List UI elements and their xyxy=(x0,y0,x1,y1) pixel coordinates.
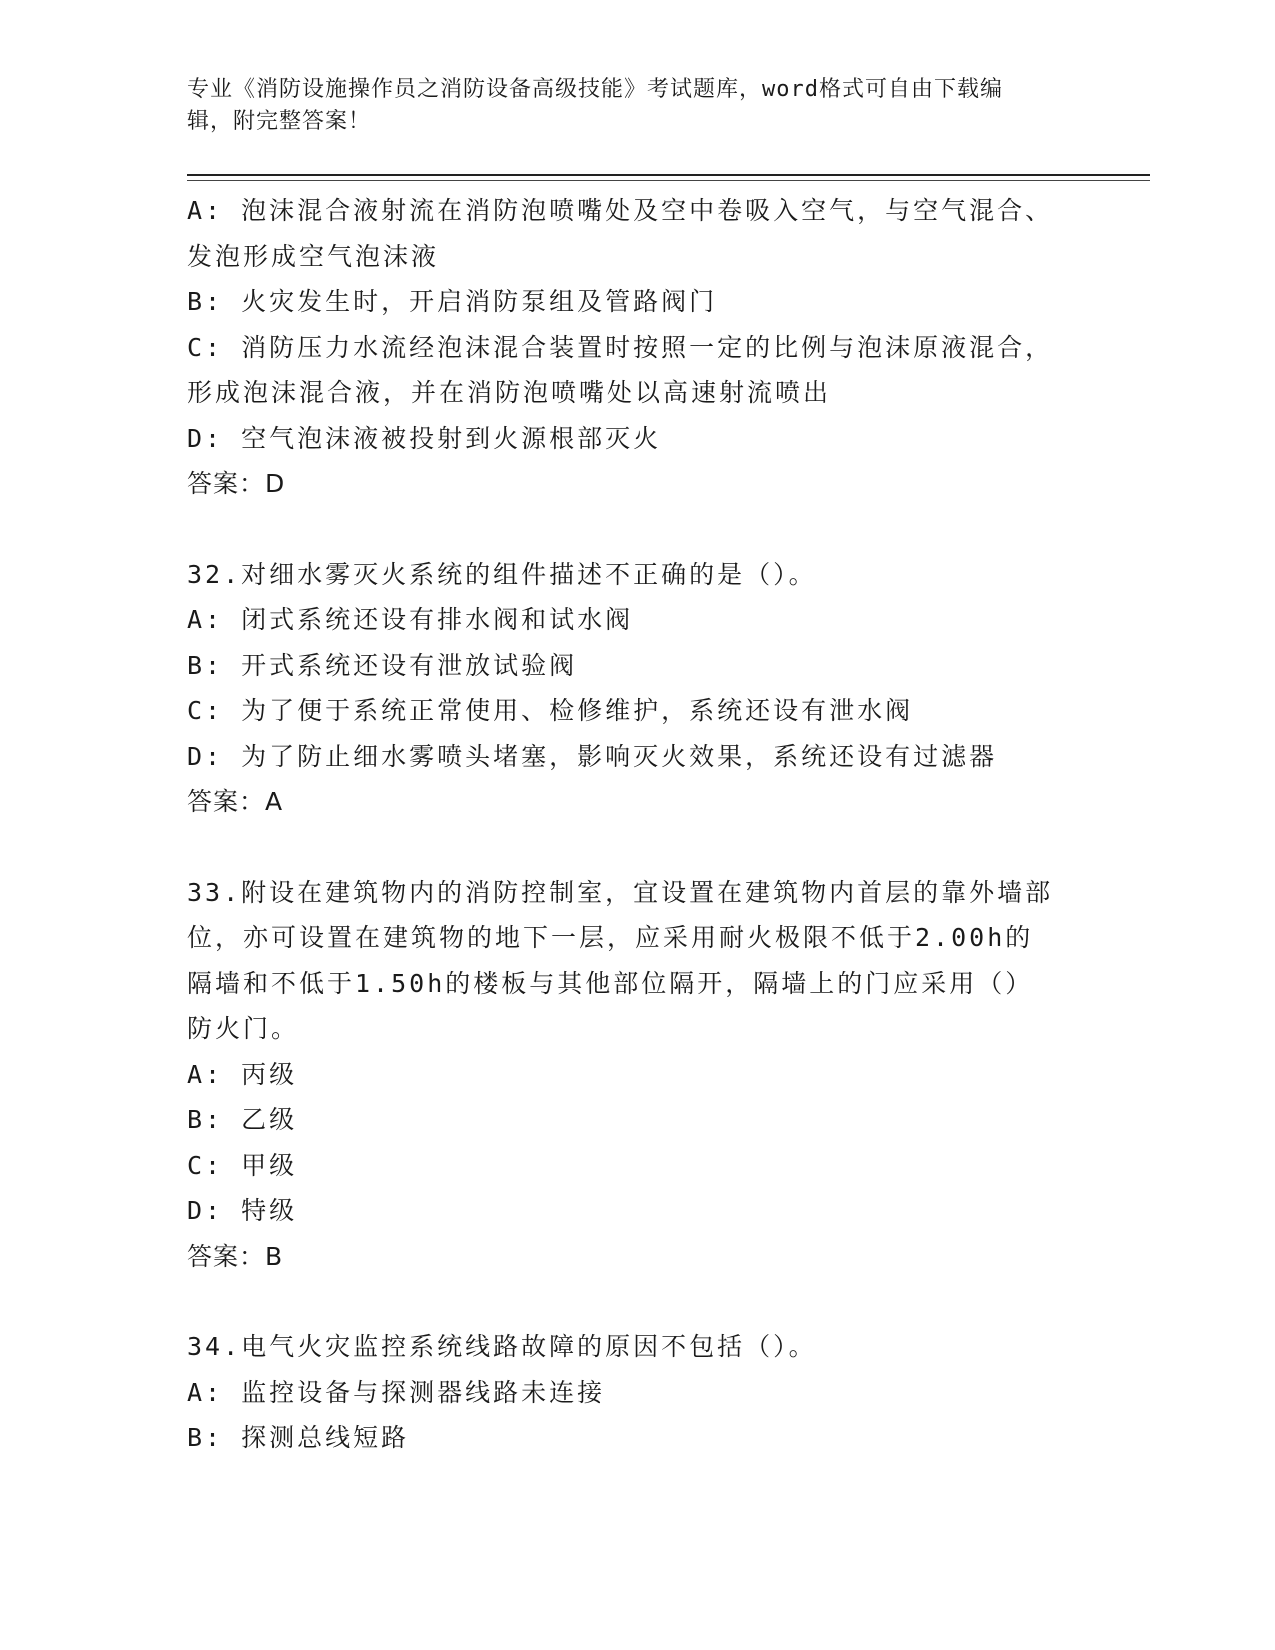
option-a: A: 监控设备与探测器线路未连接 xyxy=(187,1377,606,1407)
question-33-block xyxy=(187,870,1087,1280)
option-b: B: 火灾发生时，开启消防泵组及管路阀门 xyxy=(187,287,718,316)
header-divider-thick xyxy=(187,174,1150,176)
section-gap xyxy=(187,825,1087,870)
option-a: A: 丙级 xyxy=(187,1059,298,1089)
option-a-line-2: 发泡形成空气泡沫液 xyxy=(187,241,440,271)
option-c-line-1: C: 消防压力水流经泡沫混合装置时按照一定的比例与泡沫原液混合， xyxy=(187,332,1054,362)
question-text-line-1: 33.附设在建筑物内的消防控制室，宜设置在建筑物内首层的靠外墙部 xyxy=(187,877,1054,907)
question-31-block xyxy=(187,188,1087,507)
section-gap xyxy=(187,507,1087,552)
option-d: D: 空气泡沫液被投射到火源根部灭火 xyxy=(187,423,662,453)
option-a: A: 闭式系统还设有排水阀和试水阀 xyxy=(187,605,634,634)
option-d: D: 特级 xyxy=(187,1196,298,1225)
option-a-line-1: A: 泡沫混合液射流在消防泡喷嘴处及空中卷吸入空气，与空气混合、 xyxy=(187,196,1054,225)
option-d: D: 为了防止细水雾喷头堵塞，影响灭火效果，系统还设有过滤器 xyxy=(187,741,998,771)
document-header xyxy=(187,74,1067,138)
question-text-line-3: 隔墙和不低于1.50h的楼板与其他部位隔开，隔墙上的门应采用（） xyxy=(187,968,1034,998)
answer-line: 答案：A xyxy=(187,787,284,816)
option-b: B: 探测总线短路 xyxy=(187,1423,410,1452)
header-divider-thin xyxy=(187,180,1150,181)
question-text-line-4: 防火门。 xyxy=(187,1014,300,1043)
answer-line: 答案：B xyxy=(187,1241,284,1271)
question-text: 34.电气火灾监控系统线路故障的原因不包括（）。 xyxy=(187,1332,817,1361)
option-c: C: 甲级 xyxy=(187,1150,298,1180)
section-gap xyxy=(187,1279,1087,1324)
option-b: B: 乙级 xyxy=(187,1105,298,1134)
answer-line: 答案：D xyxy=(187,469,286,498)
question-34-block xyxy=(187,1324,1087,1461)
option-c: C: 为了便于系统正常使用、检修维护，系统还设有泄水阀 xyxy=(187,696,914,725)
header-line-1: 专业《消防设施操作员之消防设备高级技能》考试题库，word格式可自由下载编 xyxy=(187,77,1003,102)
question-32-block xyxy=(187,552,1087,825)
question-list xyxy=(187,188,1087,1461)
question-text-line-2: 位，亦可设置在建筑物的地下一层，应采用耐火极限不低于2.00h的 xyxy=(187,923,1034,952)
option-c-line-2: 形成泡沫混合液，并在消防泡喷嘴处以高速射流喷出 xyxy=(187,378,832,407)
header-line-2: 辑，附完整答案！ xyxy=(187,109,372,134)
option-b: B: 开式系统还设有泄放试验阀 xyxy=(187,650,578,680)
question-text: 32.对细水雾灭火系统的组件描述不正确的是（）。 xyxy=(187,559,817,589)
